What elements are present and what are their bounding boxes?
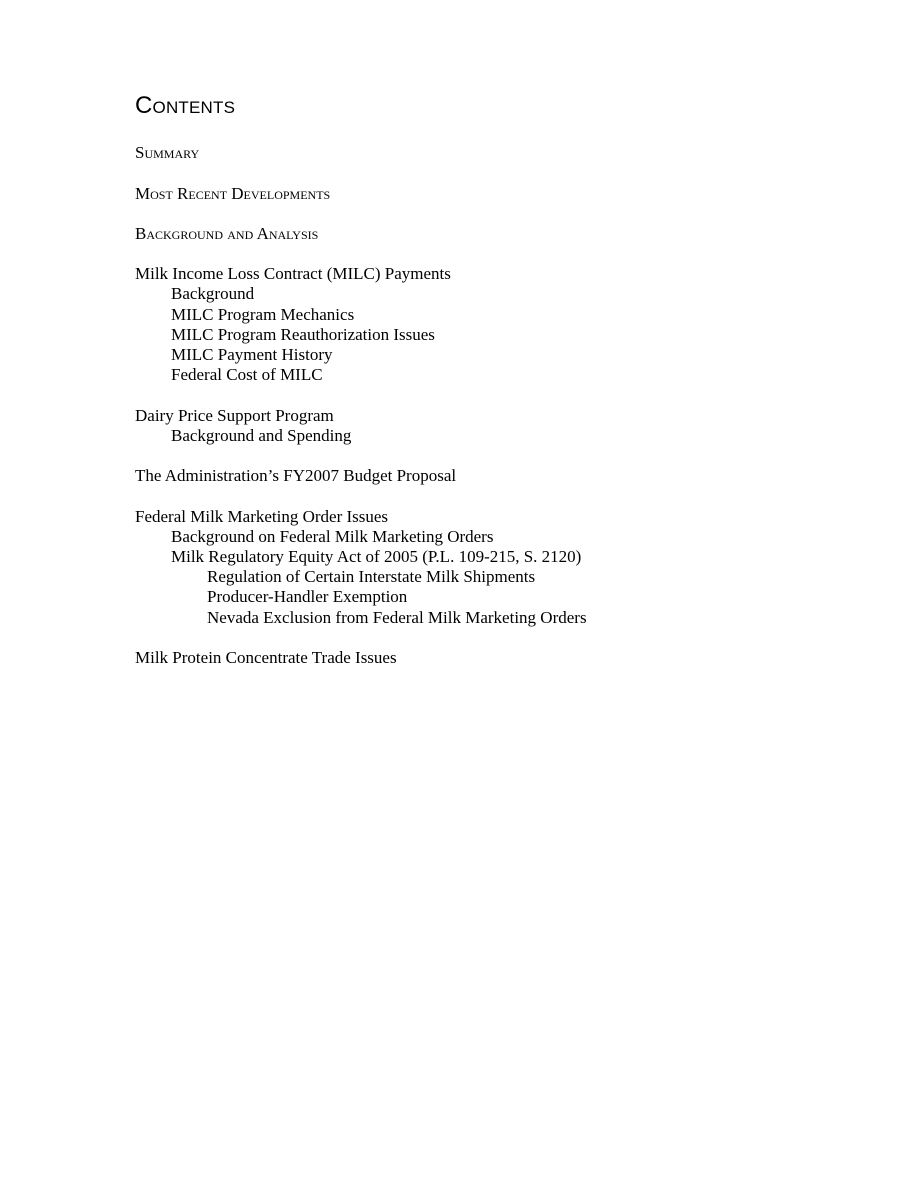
toc-entry-milk-protein-concentrate[interactable]: Milk Protein Concentrate Trade Issues [135,647,397,667]
toc-heading-background-analysis[interactable]: Background and Analysis [135,224,319,243]
toc-entry-milc-federal-cost[interactable]: Federal Cost of MILC [171,365,323,385]
toc-entry-milc-background[interactable]: Background [171,284,255,304]
table-of-contents [135,92,835,688]
toc-heading-recent-developments[interactable]: Most Recent Developments [135,183,331,203]
toc-section-protein-concentrate [135,648,835,668]
toc-entry-background-spending[interactable]: Background and Spending [171,425,352,445]
toc-section-marketing-orders [135,507,835,628]
toc-entry-interstate-shipments[interactable]: Regulation of Certain Interstate Milk Shipments [207,567,536,587]
toc-heading-summary[interactable]: Summary [135,143,200,162]
toc-entry-fy2007-budget[interactable]: The Administration’s FY2007 Budget Proposal [135,466,457,486]
toc-entry-milc-payments[interactable]: Milk Income Loss Contract (MILC) Payments [135,264,451,284]
toc-entry-marketing-order-issues[interactable]: Federal Milk Marketing Order Issues [135,506,389,526]
toc-entry-milc-reauthorization[interactable]: MILC Program Reauthorization Issues [171,324,435,344]
toc-entry-dairy-price-support[interactable]: Dairy Price Support Program [135,405,334,425]
toc-section-budget-proposal [135,466,835,486]
toc-section-milc [135,264,835,385]
page-title: Contents [135,92,236,119]
toc-entry-nevada-exclusion[interactable]: Nevada Exclusion from Federal Milk Marketing Orders [207,607,587,627]
toc-entry-milc-mechanics[interactable]: MILC Program Mechanics [171,304,355,324]
toc-section-price-support [135,406,835,446]
toc-entry-marketing-orders-background[interactable]: Background on Federal Milk Marketing Orders [171,526,494,546]
toc-entry-milc-payment-history[interactable]: MILC Payment History [171,345,333,364]
toc-entry-producer-handler[interactable]: Producer-Handler Exemption [207,587,408,607]
toc-entry-regulatory-equity-act[interactable]: Milk Regulatory Equity Act of 2005 (P.L. 109-215, S. 2120) [171,546,582,566]
